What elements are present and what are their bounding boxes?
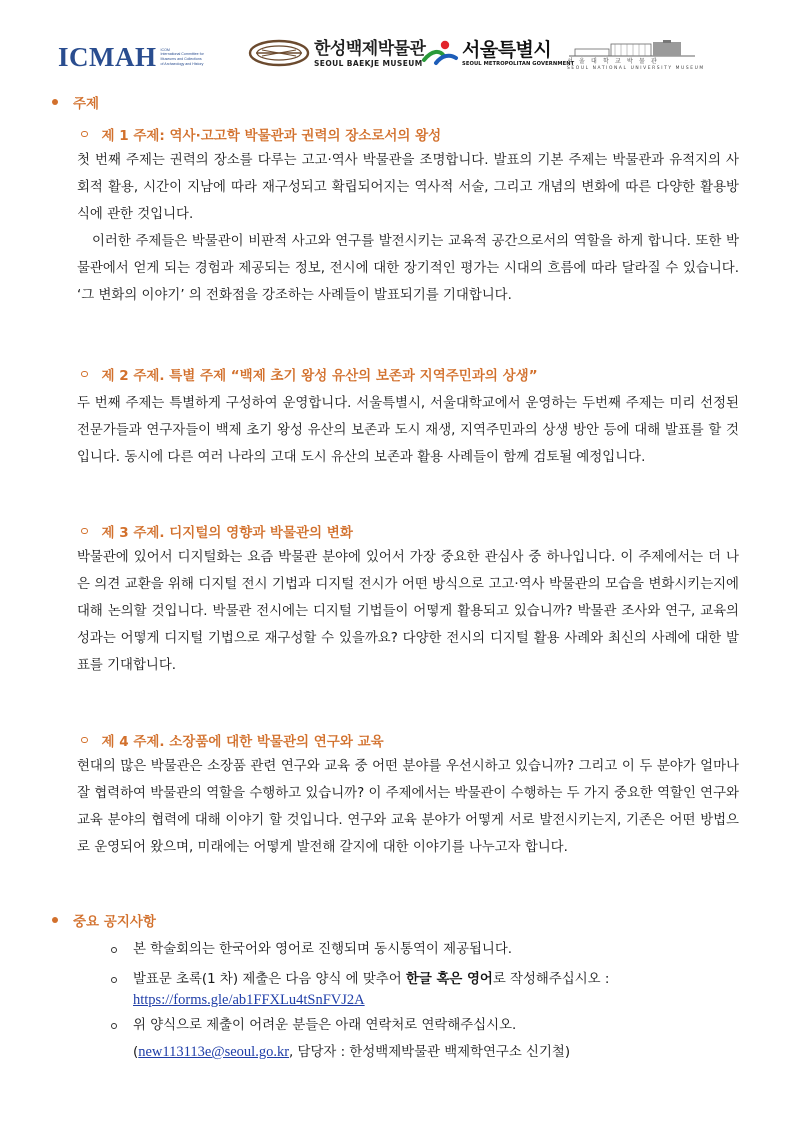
bullet-dot-icon	[52, 917, 58, 923]
hansung-emblem-icon	[248, 38, 310, 68]
notice-item-language: 본 학술회의는 한국어와 영어로 진행되며 동시통역이 제공됩니다.	[111, 939, 731, 960]
bullet-ring-icon	[81, 737, 88, 744]
bullet-ring-icon	[111, 977, 117, 983]
hansung-name-en: SEOUL BAEKJE MUSEUM	[314, 58, 423, 68]
seoul-emblem-icon	[420, 38, 460, 68]
seoul-name-ko: 서울특별시	[462, 38, 552, 61]
theme-3-paragraph: 박물관에 있어서 디지털화는 요즘 박물관 분야에 있어서 가장 중요한 관심사 중 하나입니다. 이 주제에서는 더 나은 의견 교환을 위해 디지털 전시 기법과 디지털 전시가 어떤 방식으로 고고·역사 박물관의 모습을 변화시키는지에 대해 논의할 것입니다. 박물관 전시에는 디지털 기법들이 어떻게 활용되고 있습니까? 박물관 조사와 연구, 교육의 성과는 어떻게 디지털 기법으로 재구성할 수 있을까요? 다양한 전시의 디지털 활용 사례와 최신의 사례에 대한 발표를 기대합니다.	[77, 550, 739, 673]
theme-1-heading: 제 1 주제: 역사·고고학 박물관과 권력의 장소로서의 왕성	[81, 127, 441, 145]
abstract-form-link[interactable]: https://forms.gle/ab1FFXLu4tSnFVJ2A	[133, 992, 365, 1008]
bullet-ring-icon	[111, 1023, 117, 1029]
bullet-ring-icon	[81, 371, 88, 378]
hansung-museum-logo	[248, 38, 425, 68]
theme-4-paragraph: 현대의 많은 박물관은 소장품 관련 연구와 교육 중 어떤 분야를 우선시하고 있습니까? 그리고 이 두 분야가 얼마나 잘 협력하여 박물관의 역할을 수행하고 있습니까? 이 주제에서는 박물관이 수행하는 두 가지 중요한 역할인 연구와 교육 분야의 협력에 대해 이야기 할 것입니다. 연구와 교육 분야가 어떻게 서로 발전시키는지, 기존은 어떤 방법으로 운영되어 왔으며, 미래에는 어떻게 발전해 갈지에 대한 이야기를 나누고자 합니다.	[77, 759, 739, 855]
theme-3-heading: 제 3 주제. 디지털의 영향과 박물관의 변화	[81, 524, 353, 542]
snu-museum-logo	[563, 40, 713, 72]
theme-2-heading: 제 2 주제. 특별 주제 “백제 초기 왕성 유산의 보존과 지역주민과의 상생”	[81, 367, 538, 385]
icmah-subtitle: ICOM International Committee for Museums and Collections of Archaeology and History	[160, 47, 204, 66]
seoul-name-en: SEOUL METROPOLITAN GOVERNMENT	[462, 60, 575, 67]
snu-name-ko: 서울대학교박물관	[567, 58, 663, 65]
icmah-logo	[58, 42, 221, 72]
seoul-government-logo	[420, 38, 574, 68]
abstract-language-emphasis: 한글 혹은 영어	[405, 972, 493, 987]
theme-1-paragraph-1: 첫 번째 주제는 권력의 장소를 다루는 고고·역사 박물관을 조명합니다. 발표의 기본 주제는 박물관과 유적지의 사회적 활용, 시간이 지남에 따라 재구성되고 확립되어지는 역사적 서술, 그리고 개념의 변화에 따른 다양한 활용방식에 관한 것입니다.	[77, 153, 739, 222]
theme-2-paragraph: 두 번째 주제는 특별하게 구성하여 운영합니다. 서울특별시, 서울대학교에서 운영하는 두번째 주제는 미리 선정된 전문가들과 연구자들이 백제 초기 왕성 유산의 보존과 도시 재생, 지역주민과의 상생 방안 등에 대해 발표를 할 것입니다. 동시에 다른 여러 나라의 고대 도시 유산의 보존과 활용 사례들이 함께 검토될 예정입니다.	[77, 396, 739, 465]
notice-item-contact: 위 양식으로 제출이 어려운 분들은 아래 연락처로 연락해주십시오. (new113113e@seoul.go.kr, 담당자 : 한성백제박물관 백제학연구소 신기철)	[111, 1015, 731, 1063]
logo-header	[58, 38, 718, 78]
icmah-wordmark: ICMAH	[58, 42, 157, 72]
contact-email-link[interactable]: new113113e@seoul.go.kr	[138, 1044, 290, 1060]
bullet-dot-icon	[52, 99, 58, 105]
theme-1-paragraph-2: 이러한 주제들은 박물관이 비판적 사고와 연구를 발전시키는 교육적 공간으로서의 역할을 하게 합니다. 또한 박물관에서 얻게 되는 경험과 제공되는 정보, 전시에 대한 장기적인 평가는 시대의 흐름에 따라 달라질 수 있습니다. ‘그 변화의 이야기’ 의 전화점을 강조하는 사례들이 발표되기를 기대합니다.	[77, 234, 739, 303]
snu-name-en: SEOUL NATIONAL UNIVERSITY MUSEUM	[567, 66, 705, 71]
bullet-ring-icon	[81, 528, 88, 535]
section-heading-notice: 중요 공지사항	[52, 913, 156, 931]
hansung-name-ko: 한성백제박물관	[314, 38, 426, 59]
bullet-ring-icon	[81, 131, 88, 138]
bullet-ring-icon	[111, 947, 117, 953]
section-heading-topics: 주제	[52, 95, 99, 113]
theme-4-heading: 제 4 주제. 소장품에 대한 박물관의 연구와 교육	[81, 733, 384, 751]
notice-item-abstract: 발표문 초록(1 차) 제출은 다음 양식 에 맞추어 한글 혹은 영어로 작성해주십시오 : https://forms.gle/ab1FFXLu4tSnFVJ2A	[111, 969, 731, 1011]
snu-building-icon	[567, 40, 697, 58]
